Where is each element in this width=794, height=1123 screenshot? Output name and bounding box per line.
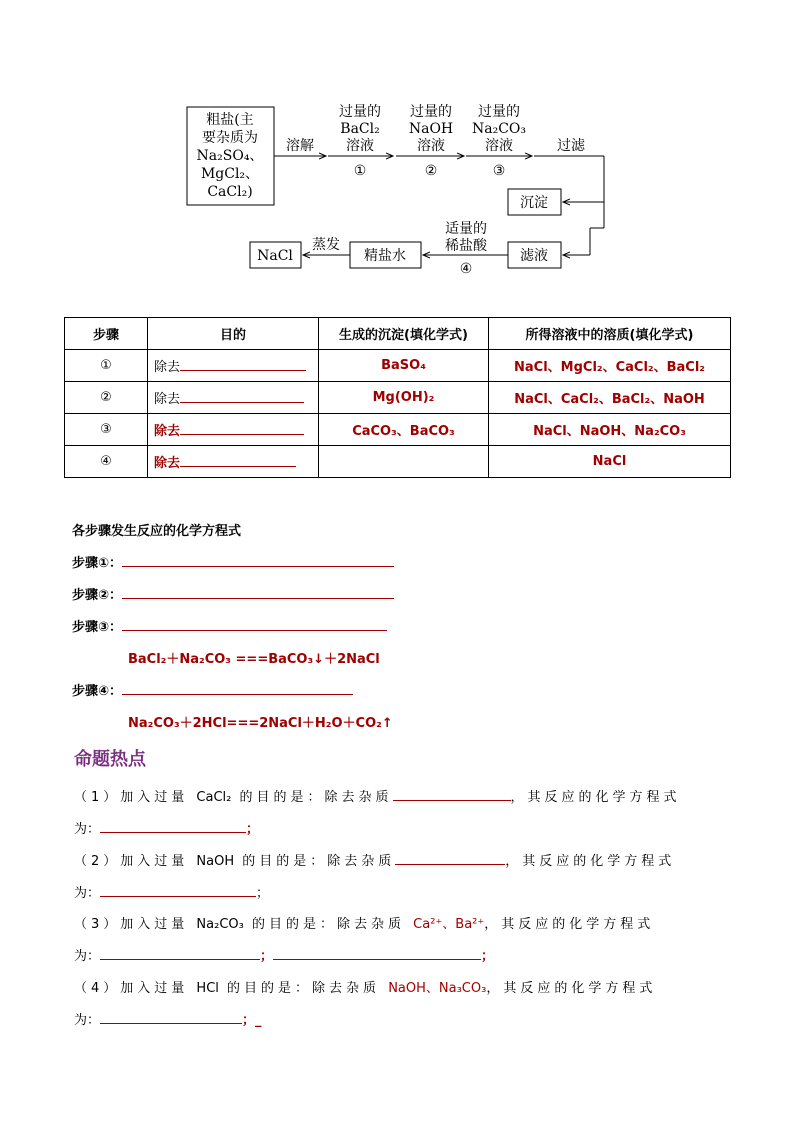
reagent4-line-2: 稀盐酸 — [445, 238, 487, 254]
step2-number: ② — [424, 163, 438, 179]
step1-label: 步骤①： — [72, 556, 123, 571]
reagent1-line-2: BaCl₂ — [340, 121, 380, 137]
q2-equation-blank[interactable] — [100, 882, 256, 897]
q1-reagent: CaCl₂ — [196, 790, 232, 805]
row4-purpose-blank[interactable] — [180, 452, 296, 467]
table-row — [65, 414, 731, 446]
row1-step: ① — [65, 350, 148, 382]
row4-purpose — [148, 446, 319, 478]
step4-equation-blank[interactable] — [122, 680, 353, 695]
product-label: NaCl — [257, 248, 293, 264]
reagent2-line-1: 过量的 — [410, 104, 452, 120]
step2-label: 步骤②： — [72, 588, 123, 603]
step3-number: ③ — [492, 163, 506, 179]
step3-equation-line — [72, 616, 387, 635]
q4-purpose: 的目的是：除去杂质 — [227, 981, 381, 996]
reagent4-line-1: 适量的 — [445, 221, 487, 237]
step2-equation-blank[interactable] — [122, 584, 394, 599]
q4-prefix: （4）加入过量 — [74, 981, 189, 996]
reagent2-line-3: 溶液 — [417, 138, 445, 154]
row4-precipitate — [319, 446, 489, 478]
row2-solutes: NaCl、CaCl₂、BaCl₂、NaOH — [489, 382, 731, 414]
q3-reagent: Na₂CO₃ — [196, 917, 244, 932]
step4-label: 步骤④： — [72, 684, 123, 699]
dissolve-label: 溶解 — [286, 138, 314, 154]
table-row — [65, 350, 731, 382]
step3-equation-blank[interactable] — [122, 616, 387, 631]
reagent3-line-1: 过量的 — [478, 104, 520, 120]
q2-reagent: NaOH — [196, 854, 235, 869]
row1-solutes: NaCl、MgCl₂、CaCl₂、BaCl₂ — [489, 350, 731, 382]
purification-flowchart — [0, 0, 794, 290]
reagent3-line-2: Na₂CO₃ — [471, 121, 527, 137]
row2-step: ② — [65, 382, 148, 414]
row3-precipitate: CaCO₃、BaCO₃ — [319, 414, 489, 446]
crude-salt-line-1: 粗盐(主 — [206, 112, 254, 128]
q1-purpose: 的目的是：除去杂质 — [239, 790, 393, 805]
step1-equation-blank[interactable] — [122, 552, 394, 567]
row3-purpose-blank[interactable] — [180, 420, 304, 435]
question-3-line-2 — [74, 945, 494, 964]
q4-equation-blank[interactable] — [100, 1009, 242, 1024]
q3-prefix: （3）加入过量 — [74, 917, 189, 932]
row3-step: ③ — [65, 414, 148, 446]
table-header-row — [65, 318, 731, 350]
q4-impurities: NaOH、Na₃CO₃ — [388, 981, 487, 996]
question-3-line-1 — [74, 913, 654, 932]
q3-suffix: ，其反应的化学方程式 — [484, 917, 655, 932]
q4-suffix: ，其反应的化学方程式 — [486, 981, 657, 996]
row3-purpose — [148, 414, 319, 446]
crude-salt-line-2: 要杂质为 — [202, 130, 258, 146]
reagent3-line-3: 溶液 — [485, 138, 513, 154]
table-row — [65, 382, 731, 414]
header-step: 步骤 — [65, 318, 148, 350]
steps-table — [64, 317, 731, 478]
row1-purpose-label: 除去 — [154, 360, 181, 375]
row2-purpose — [148, 382, 319, 414]
question-4-line-2 — [74, 1009, 262, 1028]
q1-semicolon: ； — [246, 822, 260, 837]
question-2-line-2 — [74, 882, 269, 901]
q1-equation-blank[interactable] — [100, 818, 246, 833]
q4-semicolon: ； — [242, 1013, 256, 1028]
row4-step: ④ — [65, 446, 148, 478]
reagent2-line-2: NaOH — [408, 121, 454, 137]
filtrate-label: 滤液 — [520, 248, 548, 264]
reagent1-line-1: 过量的 — [339, 104, 381, 120]
step1-equation-line — [72, 552, 394, 571]
step3-label: 步骤③： — [72, 620, 123, 635]
question-4-line-1 — [74, 977, 656, 996]
precipitate-label: 沉淀 — [520, 195, 548, 211]
q4-for: 为： — [74, 1013, 101, 1028]
hotpoints-title: 命题热点 — [74, 749, 146, 770]
reactions-heading: 各步骤发生反应的化学方程式 — [72, 524, 242, 539]
header-purpose: 目的 — [148, 318, 319, 350]
row1-purpose-blank[interactable] — [180, 356, 306, 371]
question-1-line-2 — [74, 818, 259, 837]
row1-purpose — [148, 350, 319, 382]
table-row — [65, 446, 731, 478]
question-1-line-1 — [74, 786, 681, 805]
q4-reagent: HCl — [196, 981, 219, 996]
row2-purpose-blank[interactable] — [180, 388, 304, 403]
row4-solutes: NaCl — [489, 446, 731, 478]
q2-suffix: ，其反应的化学方程式 — [505, 854, 676, 869]
header-precipitate: 生成的沉淀(填化学式) — [319, 318, 489, 350]
q3-equation-blank-1[interactable] — [100, 945, 260, 960]
q1-for: 为： — [74, 822, 101, 837]
q3-ions: Ca²⁺、Ba²⁺ — [413, 917, 485, 932]
filter-label: 过滤 — [557, 138, 585, 154]
question-2-line-1 — [74, 850, 675, 869]
crude-salt-line-4: MgCl₂、 — [200, 166, 260, 182]
step4-equation-line — [72, 680, 353, 699]
row3-purpose-label: 除去 — [154, 424, 181, 439]
row3-solutes: NaCl、NaOH、Na₂CO₃ — [489, 414, 731, 446]
q2-for: 为： — [74, 886, 101, 901]
row2-purpose-label: 除去 — [154, 392, 181, 407]
crude-salt-line-3: Na₂SO₄、 — [196, 148, 264, 164]
q2-semicolon: ； — [256, 886, 270, 901]
q1-suffix: ，其反应的化学方程式 — [510, 790, 681, 805]
step4-equation: Na₂CO₃＋2HCl===2NaCl＋H₂O＋CO₂↑ — [128, 716, 393, 731]
step2-equation-line — [72, 584, 394, 603]
q3-purpose: 的目的是：除去杂质 — [252, 917, 406, 932]
reagent1-line-3: 溶液 — [346, 138, 374, 154]
q2-purpose: 的目的是：除去杂质 — [242, 854, 396, 869]
crude-salt-line-5: CaCl₂) — [207, 184, 253, 200]
q3-equation-blank-2[interactable] — [273, 945, 481, 960]
evaporate-label: 蒸发 — [312, 237, 340, 253]
q1-prefix: （1）加入过量 — [74, 790, 189, 805]
row2-precipitate: Mg(OH)₂ — [319, 382, 489, 414]
step4-number: ④ — [459, 261, 473, 277]
step1-number: ① — [353, 163, 367, 179]
row1-precipitate: BaSO₄ — [319, 350, 489, 382]
q2-prefix: （2）加入过量 — [74, 854, 189, 869]
q2-impurity-blank[interactable] — [395, 850, 505, 865]
brine-label: 精盐水 — [364, 248, 406, 264]
q3-semicolon-1: ； — [260, 949, 274, 964]
header-solutes: 所得溶液中的溶质(填化学式) — [489, 318, 731, 350]
q3-semicolon-2: ； — [481, 949, 495, 964]
q3-for: 为： — [74, 949, 101, 964]
q4-trailing-underscore: _ — [255, 1013, 262, 1028]
step3-equation: BaCl₂＋Na₂CO₃ ===BaCO₃↓＋2NaCl — [128, 652, 380, 667]
q1-impurity-blank[interactable] — [393, 786, 511, 801]
row4-purpose-label: 除去 — [154, 456, 181, 471]
